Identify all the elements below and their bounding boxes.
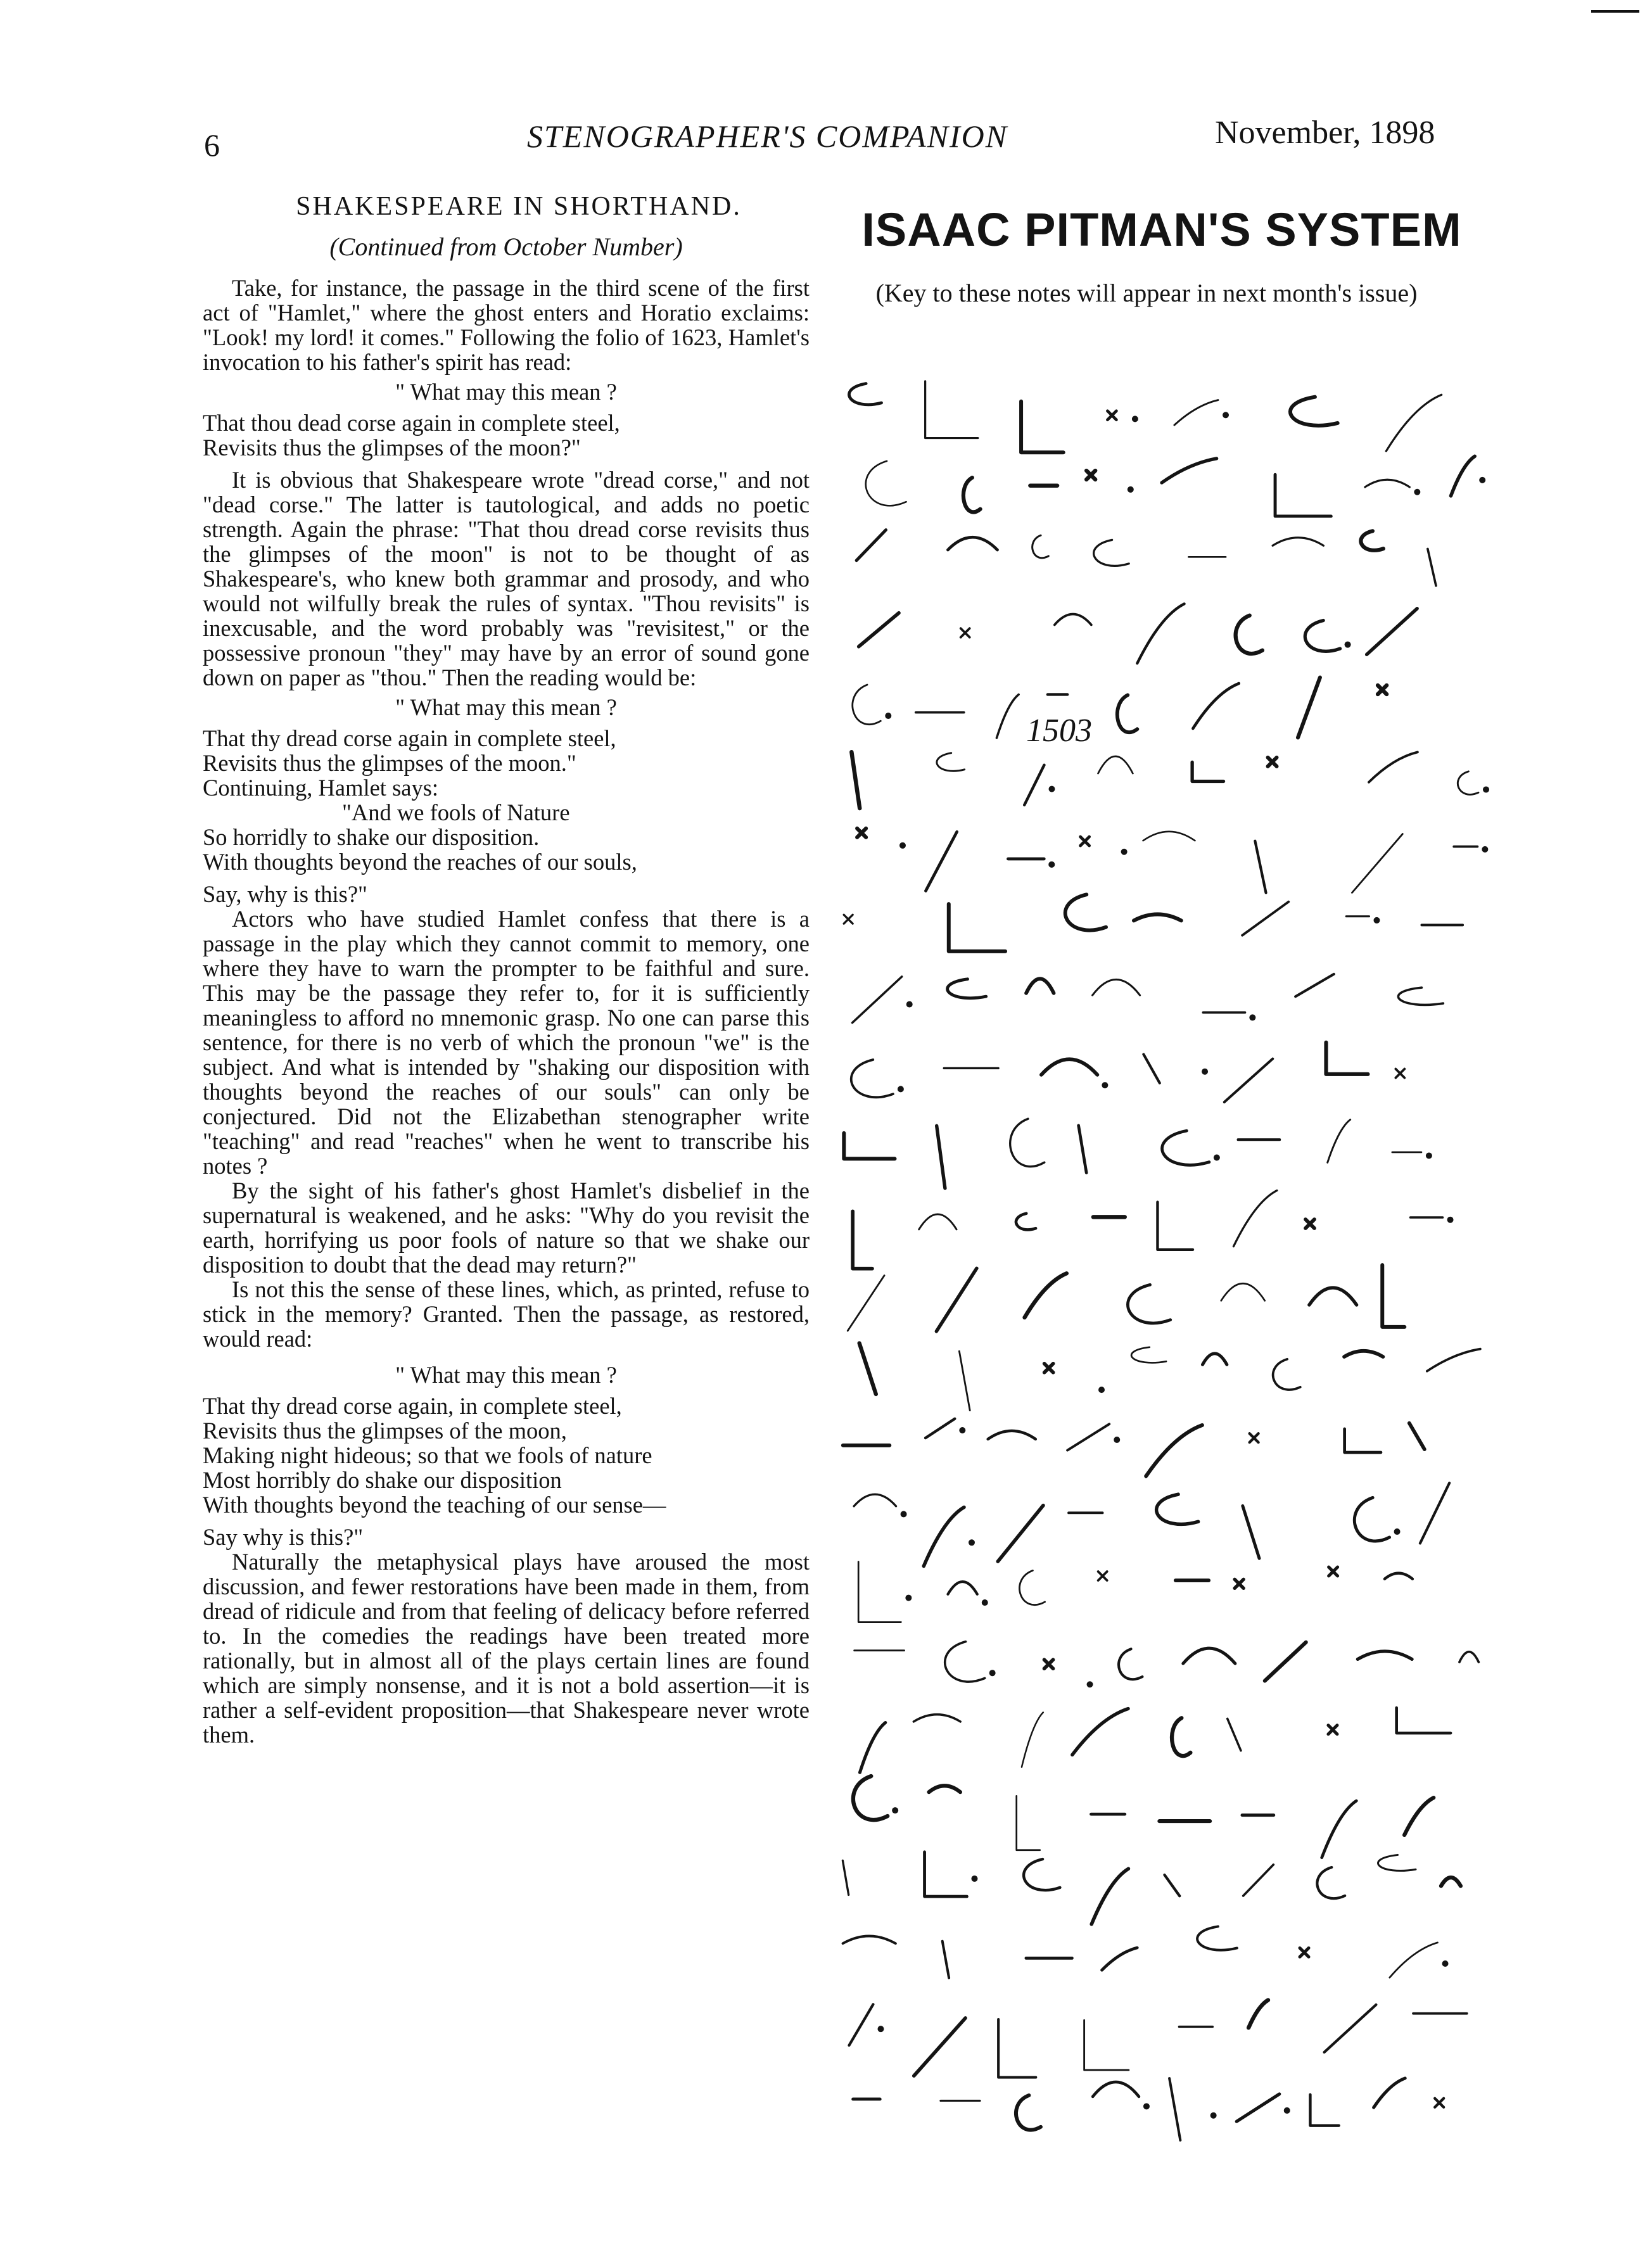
shorthand-stroke <box>866 461 906 505</box>
shorthand-stroke <box>1420 1483 1449 1543</box>
article-column <box>203 184 810 1747</box>
shorthand-stroke <box>1045 1660 1053 1668</box>
shorthand-stroke <box>1192 762 1223 781</box>
quote-line: With thoughts beyond the reaches of our souls, <box>203 849 637 875</box>
shorthand-stroke <box>1344 1351 1383 1357</box>
shorthand-stroke <box>1367 609 1418 655</box>
shorthand-dot <box>1102 1082 1108 1088</box>
shorthand-stroke <box>1093 979 1140 995</box>
quote-line: " What may this mean ? <box>395 694 617 720</box>
shorthand-stroke <box>1306 1219 1314 1228</box>
shorthand-stroke <box>998 2019 1036 2077</box>
shorthand-stroke <box>843 1936 896 1944</box>
shorthand-dot <box>1447 1217 1454 1223</box>
shorthand-dot <box>905 1595 912 1601</box>
shorthand-stroke <box>844 1133 894 1159</box>
shorthand-stroke <box>1020 1570 1045 1604</box>
shorthand-dot <box>1284 2107 1290 2114</box>
shorthand-stroke <box>1255 841 1266 893</box>
shorthand-stroke <box>1143 832 1195 841</box>
shorthand-stroke <box>1451 456 1475 496</box>
shorthand-stroke <box>1016 2095 1041 2130</box>
quote-line: That thy dread corse again, in complete steel, <box>203 1393 622 1419</box>
shorthand-dot <box>1483 786 1489 792</box>
shorthand-dot <box>906 1001 913 1008</box>
shorthand-stroke <box>1427 1349 1480 1371</box>
shorthand-stroke <box>1041 1059 1097 1075</box>
shorthand-stroke <box>1459 1652 1478 1662</box>
shorthand-stroke <box>1024 765 1044 805</box>
shorthand-stroke <box>937 1126 945 1188</box>
shorthand-stroke <box>943 1941 949 1978</box>
running-header <box>0 115 1652 168</box>
shorthand-stroke <box>1094 540 1129 566</box>
paragraph-1: Take, for instance, the passage in the third scene of the first act of "Hamlet," where the ghost enters and Horatio exclaims: "Look! my lord! it comes." Following the folio of 1623, Hamlet's invocation to his father's spirit has read: <box>203 275 810 375</box>
shorthand-stroke <box>1157 1494 1198 1524</box>
shorthand-stroke <box>1298 678 1320 738</box>
shorthand-stroke <box>853 1211 872 1268</box>
shorthand-stroke <box>1404 1798 1433 1835</box>
shorthand-dot <box>971 1876 977 1882</box>
shorthand-dot <box>1223 412 1229 418</box>
shorthand-stroke <box>1322 1801 1357 1858</box>
shorthand-stroke <box>1378 1855 1416 1870</box>
shorthand-stroke <box>1164 1875 1179 1896</box>
shorthand-stroke <box>1197 1926 1237 1950</box>
shorthand-dot <box>1121 849 1128 855</box>
shorthand-stroke <box>1022 1712 1043 1767</box>
shorthand-stroke <box>856 530 886 561</box>
shorthand-stroke <box>1221 1283 1265 1300</box>
shorthand-stroke <box>998 1506 1043 1561</box>
shorthand-stroke <box>1395 1069 1404 1078</box>
shorthand-stroke <box>1055 614 1091 625</box>
shorthand-stroke <box>1025 1273 1067 1318</box>
shorthand-dot <box>1479 477 1485 483</box>
shorthand-dot <box>1048 786 1055 792</box>
shorthand-stroke <box>854 1494 896 1506</box>
shorthand-stroke <box>1235 1579 1243 1588</box>
running-title: STENOGRAPHER'S COMPANION <box>527 118 1008 154</box>
quote-line: That thou dead corse again in complete steel, <box>203 410 620 436</box>
shorthand-dot <box>1114 1437 1120 1443</box>
shorthand-stroke <box>1162 1131 1209 1165</box>
shorthand-stroke <box>1067 1424 1109 1450</box>
shorthand-stroke <box>1361 531 1383 550</box>
shorthand-stroke <box>859 613 899 647</box>
shorthand-stroke <box>1268 758 1277 766</box>
quote-line: Making night hideous; so that we fools of nature <box>203 1442 652 1468</box>
quote-line: Revisits thus the glimpses of the moon, <box>203 1418 567 1444</box>
shorthand-stroke <box>1084 2020 1129 2070</box>
quote-line: With thoughts beyond the teaching of our sense— <box>203 1492 666 1518</box>
quotation-1 <box>203 379 810 460</box>
shorthand-dot <box>1202 1069 1208 1075</box>
shorthand-stroke <box>842 1860 848 1895</box>
shorthand-stroke <box>914 2018 965 2076</box>
shorthand-stroke <box>1265 1642 1306 1681</box>
shorthand-stroke <box>1354 1497 1389 1541</box>
shorthand-stroke <box>1441 1877 1461 1886</box>
shorthand-stroke <box>1310 2095 1338 2126</box>
shorthand-stroke <box>949 904 1005 951</box>
shorthand-dot <box>877 2026 884 2032</box>
shorthand-stroke <box>1026 979 1053 993</box>
shorthand-dot <box>901 1511 907 1517</box>
quote-line: "And we fools of Nature <box>342 799 570 825</box>
shorthand-stroke <box>1243 1865 1274 1896</box>
shorthand-stroke <box>925 832 956 891</box>
shorthand-dot <box>1482 846 1488 853</box>
shorthand-stroke <box>1224 1059 1273 1102</box>
shorthand-stroke <box>1300 1948 1309 1957</box>
shorthand-stroke <box>945 1642 985 1682</box>
shorthand-dot <box>1414 489 1420 495</box>
quote-line: That thy dread corse again in complete steel, <box>203 725 616 751</box>
shorthand-dot <box>885 713 891 719</box>
shorthand-stroke <box>851 752 860 808</box>
shorthand-dot <box>1394 1528 1401 1535</box>
shorthand-stroke <box>988 1431 1036 1439</box>
shorthand-dot <box>1426 1153 1432 1159</box>
shorthand-stroke <box>1365 479 1409 487</box>
shorthand-stroke <box>937 753 965 772</box>
shorthand-stroke <box>1236 2094 1280 2121</box>
quotation-2 <box>203 695 810 906</box>
shorthand-stroke <box>1290 397 1338 426</box>
quote-line: Say, why is this?" <box>203 881 367 907</box>
shorthand-stroke <box>1146 1425 1202 1476</box>
shorthand-dot <box>1373 917 1380 924</box>
shorthand-stroke <box>1273 1359 1300 1390</box>
shorthand-stroke <box>1183 1648 1235 1663</box>
shorthand-stroke <box>1250 1433 1259 1442</box>
shorthand-stroke <box>1045 1364 1053 1373</box>
shorthand-dot <box>989 1670 996 1676</box>
shorthand-stroke <box>1193 683 1238 728</box>
shorthand-strokes-icon <box>836 355 1495 2179</box>
shorthand-stroke <box>1228 1718 1241 1750</box>
shorthand-stroke <box>959 1351 970 1411</box>
shorthand-stroke <box>1117 695 1138 732</box>
shorthand-stroke <box>1345 1429 1381 1452</box>
quote-line: Revisits thus the glimpses of the moon." <box>203 750 576 776</box>
shorthand-stroke <box>1275 474 1331 516</box>
shorthand-stroke <box>1305 621 1340 652</box>
shorthand-stroke <box>1378 685 1387 694</box>
shorthand-dot <box>899 842 906 849</box>
shorthand-stroke <box>1369 752 1418 782</box>
shorthand-stroke <box>1352 834 1402 893</box>
quote-line: Most horribly do shake our disposition <box>203 1467 562 1493</box>
shorthand-stroke <box>849 2004 873 2045</box>
shorthand-dot <box>1214 1155 1220 1161</box>
shorthand-stroke <box>860 1723 885 1773</box>
paragraph-3: Actors who have studied Hamlet confess that there is a passage in the play which they cannot commit to memory, one where they have to warn the prompter to be faithful and sure. This may be the passage they refer to, for it is sufficiently meaningless to afford no mnemonic grasp. No one can parse this sentence, for there is no verb of which the pronoun "we" is the subject. And what is intended by "shaking our disposition with thoughts beyond the reaches of our souls" can only be conjectured. Did not the Elizabethan stenographer write "teaching" and read "reaches" when he went to transcribe his notes ? <box>203 906 810 1179</box>
shorthand-stroke <box>1273 538 1323 546</box>
shorthand-stroke <box>1243 1506 1259 1558</box>
shorthand-dot <box>1048 861 1055 868</box>
shorthand-stroke <box>1021 402 1064 453</box>
shorthand-stroke <box>948 1582 977 1594</box>
shorthand-dot <box>1143 2103 1150 2109</box>
shorthand-stroke <box>1174 400 1218 426</box>
shorthand-dot <box>969 1539 975 1546</box>
page-number: 6 <box>204 127 220 163</box>
shorthand-dot <box>1345 642 1351 648</box>
issue-date: November, 1898 <box>1215 115 1435 151</box>
shorthand-stroke <box>1032 535 1049 558</box>
quote-line: " What may this mean ? <box>395 1362 617 1388</box>
shorthand-stroke <box>1428 549 1436 585</box>
shorthand-stroke <box>925 1852 967 1896</box>
shorthand-stroke <box>1131 1347 1166 1363</box>
shorthand-stroke <box>1295 974 1334 996</box>
shorthand-stroke <box>1309 1288 1357 1305</box>
shorthand-stroke <box>1357 1651 1412 1660</box>
shorthand-stroke <box>1397 1708 1451 1733</box>
article-title: SHAKESPEARE IN SHORTHAND. <box>296 192 742 221</box>
shorthand-stroke <box>1328 1725 1337 1734</box>
shorthand-stroke <box>1137 604 1184 663</box>
shorthand-stroke <box>1017 1796 1040 1850</box>
shorthand-dot <box>1128 486 1134 493</box>
quote-line: Revisits thus the glimpses of the moon?" <box>203 435 581 460</box>
shorthand-stroke <box>1242 902 1288 936</box>
shorthand-subtitle: (Key to these notes will appear in next month's issue) <box>875 279 1418 307</box>
shorthand-stroke <box>1079 1126 1086 1173</box>
shorthand-stroke <box>1162 459 1217 483</box>
shorthand-dot <box>959 1427 965 1433</box>
shorthand-stroke <box>1098 1572 1107 1580</box>
shorthand-stroke <box>1157 1202 1193 1250</box>
shorthand-stroke <box>858 1561 901 1622</box>
shorthand-stroke <box>1458 772 1478 794</box>
shorthand-dot <box>1132 416 1138 422</box>
shorthand-stroke <box>1172 1718 1190 1756</box>
shorthand-stroke <box>963 478 981 512</box>
shorthand-stroke <box>1128 1285 1170 1323</box>
shorthand-stroke <box>853 685 880 725</box>
shorthand-dot <box>1249 1014 1255 1020</box>
shorthand-stroke <box>1091 1869 1128 1924</box>
shorthand-dot <box>982 1599 988 1606</box>
quote-line: So horridly to shake our disposition. <box>203 824 540 850</box>
shorthand-stroke <box>1435 2099 1444 2107</box>
shorthand-stroke <box>1236 616 1262 654</box>
shorthand-stroke <box>1202 1354 1226 1365</box>
shorthand-stroke <box>853 977 902 1023</box>
shorthand-stroke <box>925 1419 955 1438</box>
shorthand-stroke <box>1329 1567 1338 1576</box>
shorthand-stroke <box>936 1268 977 1331</box>
shorthand-stroke <box>948 979 986 998</box>
shorthand-stroke <box>1398 987 1443 1005</box>
shorthand-stroke <box>1143 1055 1159 1083</box>
shorthand-stroke <box>919 1214 956 1229</box>
shorthand-stroke <box>1081 837 1090 846</box>
shorthand-stroke <box>1072 1709 1128 1755</box>
paragraph-5: Is not this the sense of these lines, which, as printed, refuse to stick in the memory? Granted. Then the passage, as restored, would read: <box>203 1276 810 1352</box>
shorthand-stroke <box>1102 1948 1138 1970</box>
shorthand-stroke <box>1317 1867 1345 1898</box>
shorthand-stroke <box>1249 2000 1268 2028</box>
shorthand-stroke <box>925 381 978 438</box>
shorthand-stroke <box>1409 1423 1425 1449</box>
quote-line: " What may this mean ? <box>395 379 617 405</box>
shorthand-stroke <box>860 1343 876 1394</box>
shorthand-stroke <box>1086 471 1095 479</box>
shorthand-stroke <box>996 694 1019 738</box>
shorthand-dot <box>1442 1960 1449 1967</box>
shorthand-stroke <box>1385 1573 1413 1579</box>
shorthand-stroke <box>948 537 997 550</box>
shorthand-stroke <box>1374 2078 1406 2107</box>
paragraph-4: By the sight of his father's ghost Hamlet's disbelief in the supernatural is weakened, and he asks: "Why do you revisit the earth, horrifying us poor fools of nature so that we shake our disposition to doubt that the dead may return?" <box>203 1178 810 1278</box>
article-subtitle: (Continued from October Number) <box>329 232 683 261</box>
quote-line: Continuing, Hamlet says: <box>203 775 439 801</box>
shorthand-stroke <box>1325 2005 1376 2052</box>
shorthand-dot <box>898 1086 904 1092</box>
shorthand-stroke <box>1134 914 1181 920</box>
shorthand-dot <box>1098 1387 1105 1393</box>
shorthand-stroke <box>1326 1043 1368 1074</box>
quotation-3 <box>203 1362 810 1549</box>
shorthand-stroke <box>1065 894 1106 930</box>
shorthand-dot <box>1210 2112 1217 2119</box>
paragraph-2: It is obvious that Shakespeare wrote "dread corse," and not "dead corse." The latter is tautological, and adds no poetic strength. Again the phrase: "That thou dread corse revisits thus the glimpses of the moon" is not to be thought of as Shakespeare's, who knew both grammar and prosody, and who would not wilfully break the rules of syntax. "Thou revisits" is inexcusable, and the word probably was "revisitest," or the possessive pronoun "they" may have by an error of sound gone down on paper as "thou." Then the reading would be: <box>203 467 810 690</box>
shorthand-stroke <box>853 1776 887 1820</box>
shorthand-stroke <box>1382 1265 1404 1327</box>
shorthand-stroke <box>924 1507 964 1566</box>
shorthand-stroke <box>1024 1859 1060 1890</box>
corner-rule <box>1591 10 1639 13</box>
shorthand-stroke <box>1107 411 1116 420</box>
shorthand-notes <box>836 355 1495 2179</box>
shorthand-stroke <box>1169 2078 1180 2140</box>
shorthand-stroke <box>849 384 881 405</box>
shorthand-stroke <box>961 628 970 637</box>
shorthand-stroke <box>929 1786 960 1792</box>
shorthand-stroke <box>1119 1649 1142 1679</box>
shorthand-stroke <box>1390 1943 1438 1978</box>
shorthand-stroke <box>1093 2082 1139 2097</box>
shorthand-stroke <box>913 1715 960 1722</box>
shorthand-stroke <box>1328 1120 1350 1163</box>
shorthand-stroke <box>851 1060 893 1097</box>
shorthand-title: ISAAC PITMAN'S SYSTEM <box>861 203 1462 256</box>
shorthand-stroke <box>848 1276 884 1331</box>
shorthand-stroke <box>1098 756 1133 773</box>
shorthand-stroke <box>1010 1119 1045 1166</box>
shorthand-dot <box>892 1807 898 1813</box>
paragraph-6: Naturally the metaphysical plays have aroused the most discussion, and fewer restorations have been made in them, from dread of ridicule and from that feeling of delicacy before referred to. In the comedies the readings have been treated more rationally, but in almost all of the plays certain lines are found which are simply nonsense, and it is not a bold assertion—it is rather a self-evident proposition—that Shakespeare never wrote them. <box>203 1549 810 1748</box>
shorthand-stroke <box>857 829 866 837</box>
shorthand-figure: 1503 <box>1026 713 1092 749</box>
shorthand-stroke <box>1016 1214 1036 1230</box>
shorthand-stroke <box>1233 1190 1277 1246</box>
shorthand-stroke <box>1386 395 1441 451</box>
shorthand-stroke <box>844 915 853 924</box>
shorthand-dot <box>1087 1681 1093 1687</box>
quote-line: Say why is this?" <box>203 1524 364 1550</box>
